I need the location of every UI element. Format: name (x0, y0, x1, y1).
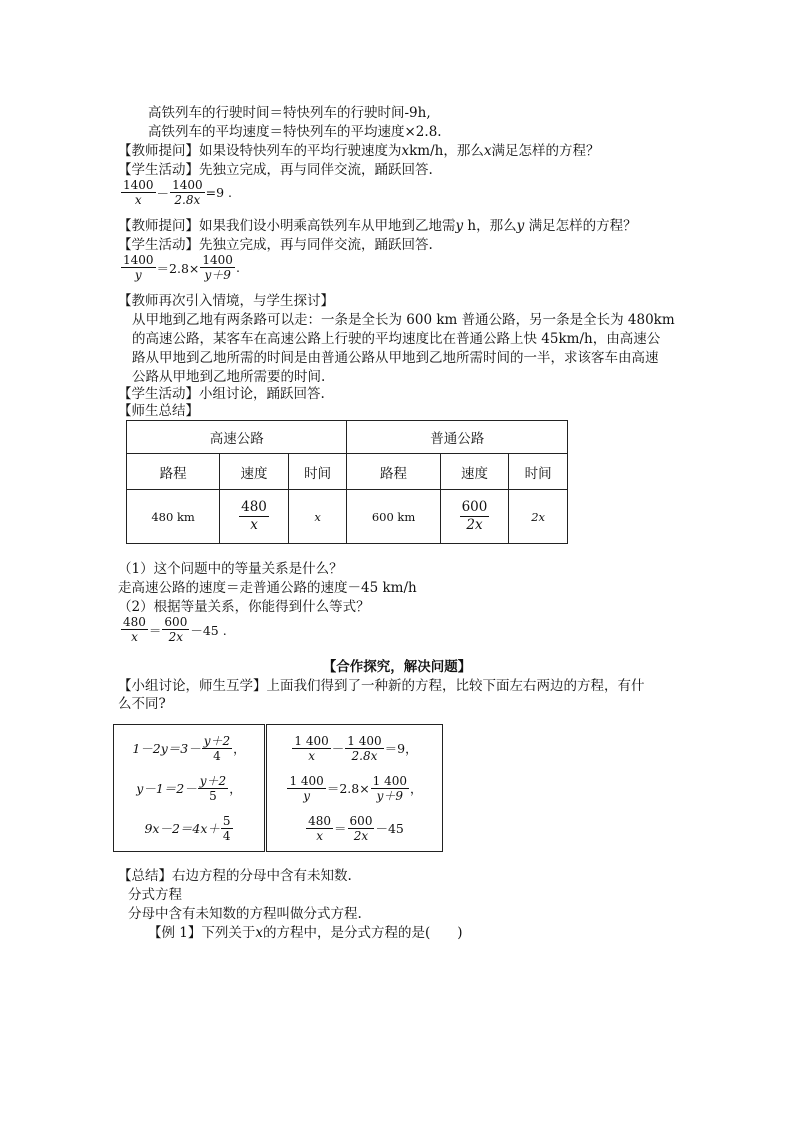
teacher-intro-heading: 【教师再次引入情境，与学生探讨】 (118, 293, 334, 309)
line-speed-relation: 高铁列车的平均速度＝特快列车的平均速度×2.8. (148, 124, 442, 140)
line-time-relation: 高铁列车的行驶时间＝特快列车的行驶时间-9h, (148, 105, 431, 121)
student-activity-1: 【学生活动】先独立完成，再与同伴交流，踊跃回答. (118, 162, 433, 178)
group-discussion-line-2: 么不同? (118, 696, 166, 712)
col-time-a: 时间 (288, 454, 347, 490)
group-discussion-line-1: 【小组讨论，师生互学】上面我们得到了一种新的方程，比较下面左右两边的方程，有什 (118, 678, 645, 694)
equation-3: $\frac{480}{x}$ ＝ $\frac{600}{2x}$ －45 . (123, 615, 227, 644)
teacher-question-2: 【教师提问】如果我们设小明乘高铁列车从甲地到乙地需y h，那么y 满足怎样的方程？ (118, 218, 637, 234)
right-equation-1: $\frac{1 400}{x}$ － $\frac{1 400}{2.8x}$ ＝9， (294, 733, 418, 763)
question-2: （2）根据等量关系，你能得到什么等式？ (118, 599, 370, 615)
problem-line-1: 从甲地到乙地有两条路可以走：一条是全长为 600 km 普通公路，另一条是全长为 480km (132, 312, 675, 328)
left-equation-1: 1－2y＝3－ $\frac{y+2}{4}$ ， (132, 733, 246, 763)
definition-line: 分母中含有未知数的方程叫做分式方程. (128, 906, 362, 922)
cell-speed-b: $\frac{600}{2x}$ (440, 490, 509, 544)
equation-comparison-table (113, 724, 443, 852)
problem-line-2: 的高速公路，某客车在高速公路上行驶的平均速度比在普通公路上快 45km/h，由高速公 (132, 331, 661, 347)
summary-heading: 【师生总结】 (118, 403, 199, 419)
header-highway: 高速公路 (127, 421, 347, 454)
cell-speed-a: $\frac{480}{x}$ (220, 490, 289, 544)
equation-1: $\frac{1400}{x}$ － $\frac{1400}{2.8x}$ =9 . (123, 178, 232, 207)
problem-line-3: 路从甲地到乙地所需的时间是由普通公路从甲地到乙地所需时间的一半，求该客车由高速 (132, 350, 659, 366)
answer-1: 走高速公路的速度＝走普通公路的速度－45 km/h (118, 580, 417, 596)
cell-time-b: 2x (509, 490, 568, 544)
cell-time-a: x (288, 490, 347, 544)
right-equation-3: $\frac{480}{x}$ ＝ $\frac{600}{2x}$ －45 (308, 813, 404, 843)
col-distance-a: 路程 (127, 454, 220, 490)
equation-2: $\frac{1400}{y}$ ＝2.8× $\frac{1400}{y+9}$ . (123, 253, 240, 282)
col-speed-b: 速度 (440, 454, 509, 490)
col-speed-a: 速度 (220, 454, 289, 490)
cell-distance-a: 480 km (127, 490, 220, 544)
problem-line-4: 公路从甲地到乙地所需要的时间. (132, 369, 326, 385)
student-activity-2: 【学生活动】先独立完成，再与同伴交流，踊跃回答. (118, 237, 433, 253)
left-equation-2: y－1＝2－ $\frac{y+2}{5}$ ， (136, 773, 242, 803)
left-equation-3: 9x－2＝4x＋ $\frac{5}{4}$ (144, 813, 231, 843)
road-comparison-table (126, 420, 568, 544)
col-time-b: 时间 (509, 454, 568, 490)
cell-distance-b: 600 km (347, 490, 440, 544)
example-1: 【例 1】下列关于x的方程中，是分式方程的是( ) (148, 925, 463, 941)
right-equation-2: $\frac{1 400}{y}$ ＝2.8× $\frac{1 400}{y+9}$ ， (289, 773, 423, 803)
left-equations (114, 725, 266, 852)
summary-line: 【总结】右边方程的分母中含有未知数. (118, 868, 352, 884)
question-1: （1）这个问题中的等量关系是什么？ (118, 561, 343, 577)
col-distance-b: 路程 (347, 454, 440, 490)
student-activity-3: 【学生活动】小组讨论，踊跃回答. (118, 386, 325, 402)
term-fractional-equation: 分式方程 (128, 887, 182, 903)
teacher-question-1: 【教师提问】如果设特快列车的平均行驶速度为xkm/h，那么x满足怎样的方程？ (118, 143, 600, 159)
section-heading: 【合作探究，解决问题】 (322, 659, 472, 675)
header-ordinary-road: 普通公路 (347, 421, 568, 454)
right-equations (266, 725, 443, 852)
